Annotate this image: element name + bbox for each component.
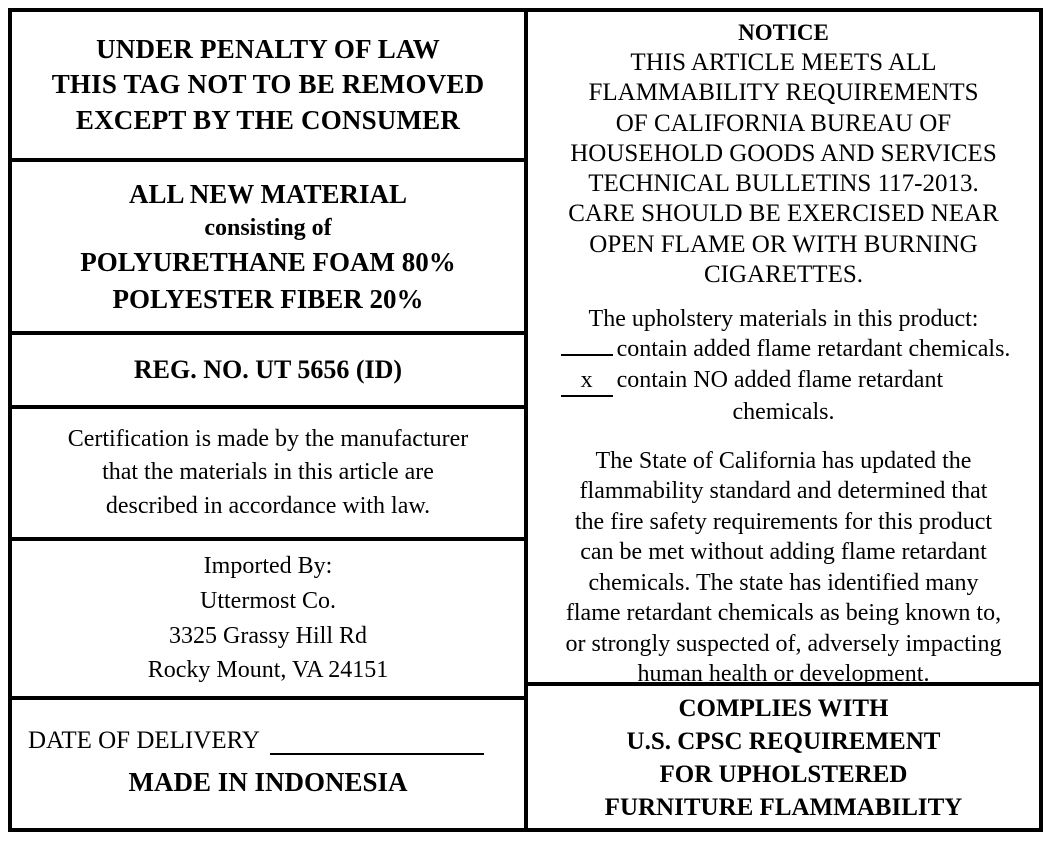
flame-retardant-checkbox-block — [557, 304, 1011, 428]
option-contains-none-text-cont: chemicals. — [732, 399, 835, 426]
checkbox-intro-text: The upholstery materials in this product: — [588, 306, 979, 332]
paragraph-line-7: or strongly suspected of, adversely impacting — [565, 630, 1002, 657]
certification-statement-section — [12, 409, 524, 541]
importer-street: 3325 Grassy Hill Rd — [169, 622, 367, 649]
paragraph-line-8: human health or development. — [637, 661, 930, 688]
notice-body-line-7: OPEN FLAME OR WITH BURNING — [589, 230, 978, 258]
importer-city-state-zip: Rocky Mount, VA 24151 — [147, 657, 389, 684]
paragraph-line-3: the fire safety requirements for this product — [574, 508, 993, 535]
delivery-and-origin-section — [12, 700, 524, 828]
notice-title: NOTICE — [738, 20, 829, 45]
notice-body-line-1: THIS ARTICLE MEETS ALL — [630, 49, 937, 76]
date-of-delivery-field[interactable] — [270, 733, 484, 755]
importer-label: Imported By: — [203, 552, 333, 579]
notice-body-line-3: OF CALIFORNIA BUREAU OF — [615, 109, 952, 137]
material-item-2: POLYESTER FIBER 20% — [112, 283, 424, 314]
paragraph-line-1: The State of California has updated the — [595, 447, 972, 474]
importer-company: Uttermost Co. — [200, 587, 336, 614]
material-heading: ALL NEW MATERIAL — [128, 179, 408, 210]
paragraph-line-4: can be met without adding flame retardant — [580, 539, 987, 566]
option-contains-added-row[interactable] — [557, 334, 1011, 364]
complies-line-3: FOR UPHOLSTERED — [659, 761, 908, 788]
penalty-line-1: UNDER PENALTY OF LAW — [96, 34, 440, 65]
paragraph-line-5: chemicals. The state has identified many — [588, 569, 979, 596]
importer-address-section — [12, 541, 524, 700]
certification-line-2: that the materials in this article are — [102, 459, 434, 486]
left-column — [12, 12, 528, 828]
complies-line-4: FURNITURE FLAMMABILITY — [604, 794, 963, 821]
material-consisting-label: consisting of — [204, 215, 332, 242]
notice-body — [568, 48, 999, 290]
notice-body-line-8: CIGARETTES. — [703, 260, 863, 288]
option-contains-none-text: contain NO added flame retardant — [616, 366, 944, 393]
right-column — [528, 12, 1039, 828]
checkbox-unchecked[interactable] — [561, 354, 613, 356]
complies-line-1: COMPLIES WITH — [678, 695, 889, 722]
california-notice-section — [528, 12, 1039, 688]
notice-body-line-6: CARE SHOULD BE EXERCISED NEAR — [568, 200, 999, 228]
penalty-line-2: THIS TAG NOT TO BE REMOVED — [51, 69, 485, 100]
certification-line-3: described in accordance with law. — [105, 492, 431, 519]
material-item-1: POLYURETHANE FOAM 80% — [80, 247, 456, 278]
option-contains-added-text: contain added flame retardant chemicals. — [616, 336, 1011, 363]
made-in-country: MADE IN INDONESIA — [128, 766, 408, 797]
registration-number: REG. NO. UT 5656 (ID) — [133, 355, 403, 385]
penalty-notice-section — [12, 12, 524, 162]
complies-line-2: U.S. CPSC REQUIREMENT — [626, 728, 941, 755]
date-of-delivery-label: DATE OF DELIVERY — [28, 726, 260, 754]
penalty-line-3: EXCEPT BY THE CONSUMER — [75, 104, 461, 135]
date-of-delivery-row — [28, 727, 508, 755]
state-of-california-paragraph — [566, 446, 1002, 690]
checkbox-checked[interactable]: x — [561, 365, 613, 397]
paragraph-line-2: flammability standard and determined that — [579, 478, 988, 505]
cpsc-compliance-section — [528, 682, 1039, 830]
notice-body-line-4: HOUSEHOLD GOODS AND SERVICES — [570, 139, 997, 167]
paragraph-line-6: flame retardant chemicals as being known to, — [565, 600, 1002, 627]
notice-body-line-2: FLAMMABILITY REQUIREMENTS — [588, 79, 979, 107]
registration-number-section — [12, 335, 524, 409]
law-label-tag — [8, 8, 1043, 832]
certification-line-1: Certification is made by the manufacturer — [67, 425, 469, 452]
material-content-section — [12, 162, 524, 335]
notice-body-line-5: TECHNICAL BULLETINS 117-2013. — [588, 170, 979, 197]
option-contains-none-row[interactable] — [557, 365, 1011, 397]
